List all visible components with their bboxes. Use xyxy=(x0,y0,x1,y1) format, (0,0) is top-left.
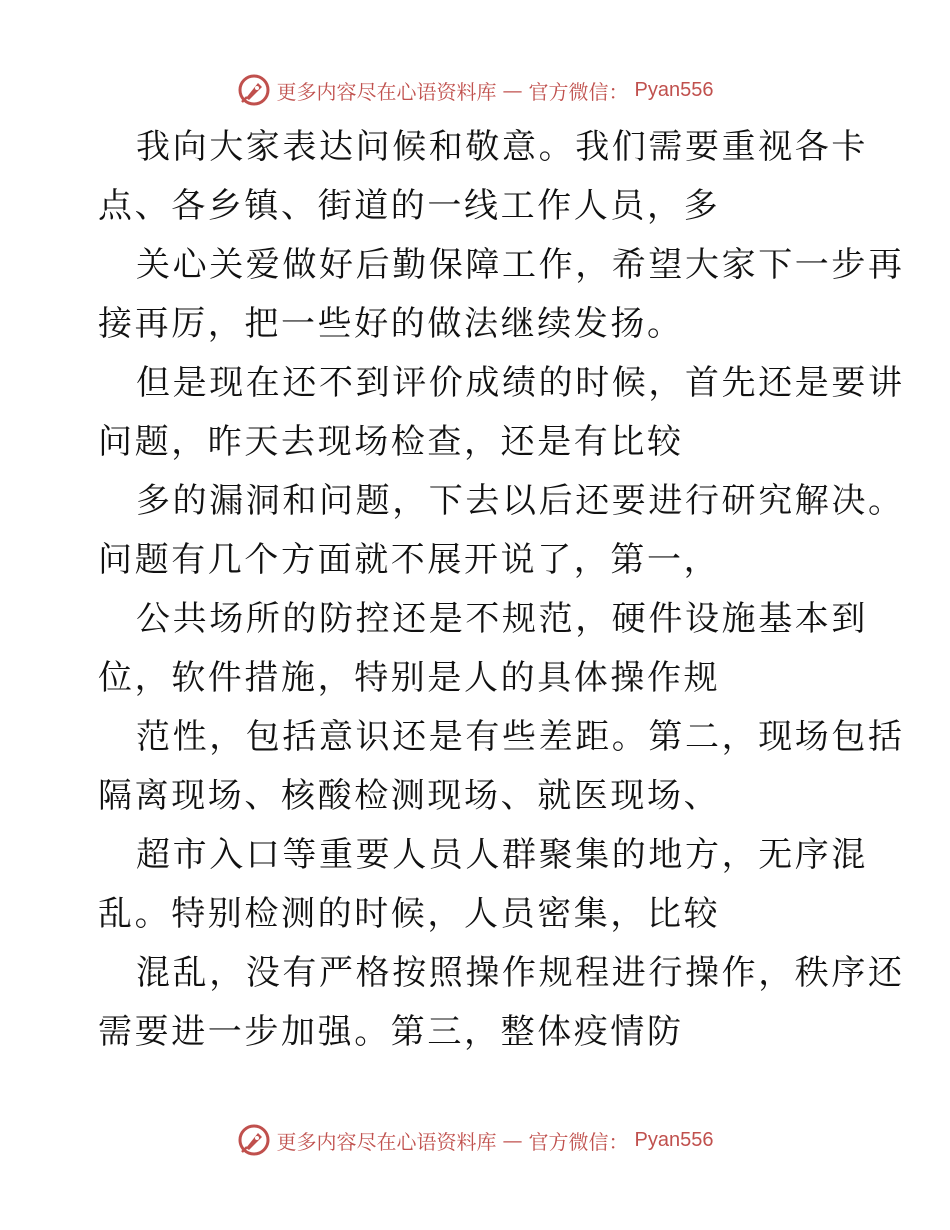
watermark-separator: — xyxy=(502,1128,523,1152)
text-line: 超市入口等重要人员人群聚集的地方，无序混 xyxy=(136,835,868,875)
text-line: 范性，包括意识还是有些差距。第二，现场包括 xyxy=(136,717,905,757)
text-line: 但是现在还不到评价成绩的时候，首先还是要讲 xyxy=(136,363,905,403)
text-line: 接再厉，把一些好的做法继续发扬。 xyxy=(98,304,684,344)
text-line: 我向大家表达问候和敬意。我们需要重视各卡 xyxy=(136,127,868,167)
watermark-text: 更多内容尽在心语资料库 xyxy=(276,79,497,104)
header-watermark xyxy=(0,68,950,112)
watermark-label: 官方微信： xyxy=(528,79,629,104)
text-line: 问题，昨天去现场检查，还是有比较 xyxy=(98,422,684,462)
text-line: 多的漏洞和问题，下去以后还要进行研究解决。 xyxy=(136,481,905,521)
watermark-text: 更多内容尽在心语资料库 xyxy=(276,1129,497,1154)
body-text xyxy=(98,118,905,1062)
text-line: 关心关爱做好后勤保障工作，希望大家下一步再 xyxy=(136,245,905,285)
watermark-account: Pyan556 xyxy=(634,1128,714,1151)
text-line: 公共场所的防控还是不规范，硬件设施基本到 xyxy=(136,599,868,639)
pen-nib-logo-icon xyxy=(237,73,271,107)
text-line: 乱。特别检测的时候，人员密集，比较 xyxy=(98,894,721,934)
text-line: 位，软件措施，特别是人的具体操作规 xyxy=(98,658,721,698)
watermark-separator: — xyxy=(502,78,523,102)
footer-watermark xyxy=(0,1118,950,1162)
pen-nib-logo-icon xyxy=(237,1123,271,1157)
watermark-label: 官方微信： xyxy=(528,1129,629,1154)
text-line: 需要进一步加强。第三，整体疫情防 xyxy=(98,1012,684,1052)
text-line: 问题有几个方面就不展开说了，第一， xyxy=(98,540,721,580)
text-line: 隔离现场、核酸检测现场、就医现场、 xyxy=(98,776,721,816)
watermark-account: Pyan556 xyxy=(634,78,714,101)
text-line: 点、各乡镇、街道的一线工作人员，多 xyxy=(98,186,721,226)
text-line: 混乱，没有严格按照操作规程进行操作，秩序还 xyxy=(136,953,905,993)
